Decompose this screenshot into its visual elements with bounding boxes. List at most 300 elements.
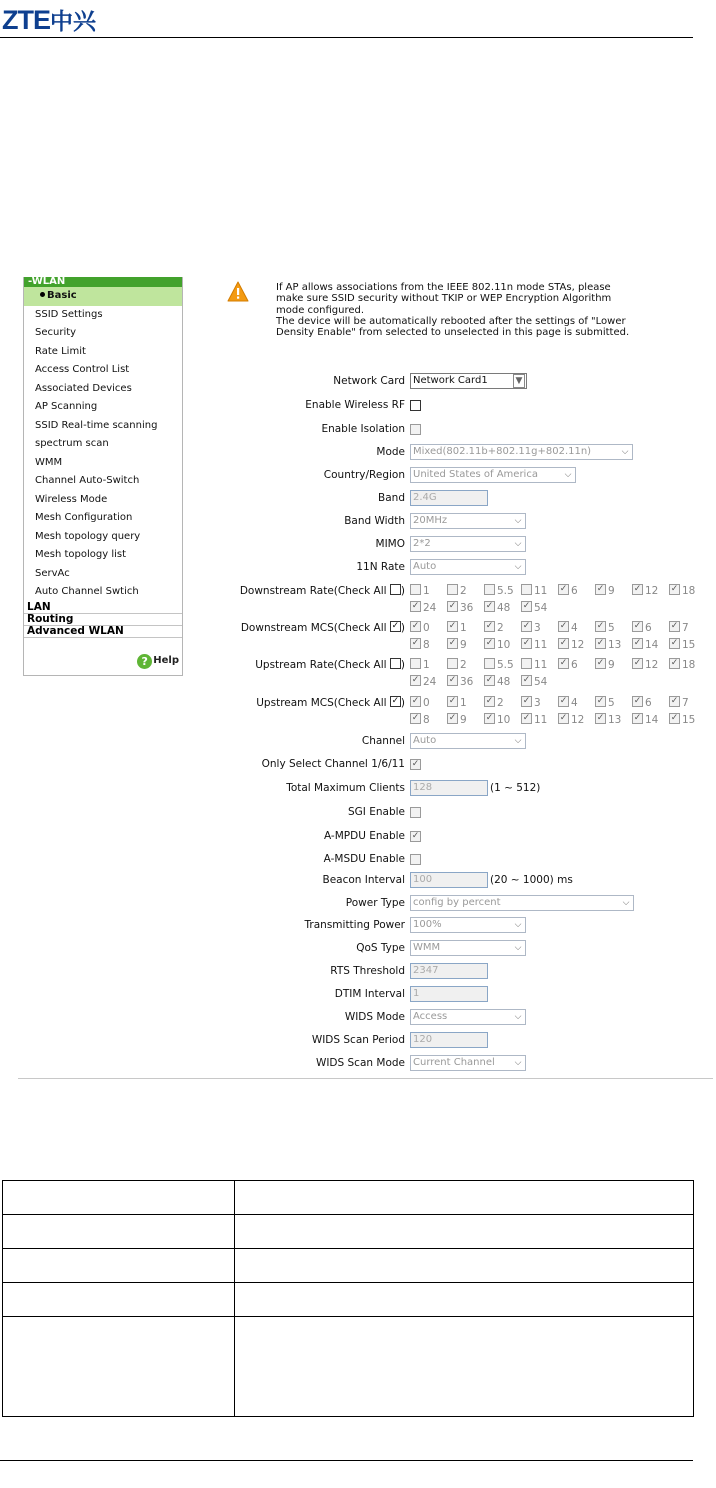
downstream-rate-label <box>240 584 405 597</box>
upstream-mcs-checkbox[interactable] <box>632 713 643 724</box>
power-type-label: Power Type <box>345 897 405 909</box>
option-label: 3 <box>534 697 541 709</box>
downstream-rate-checkbox[interactable] <box>484 584 495 595</box>
downstream-rate-option <box>410 584 430 597</box>
warning-message <box>276 282 706 338</box>
option-label: 1 <box>423 659 430 671</box>
chevron-down-icon: ⌵ <box>514 736 522 746</box>
table-row <box>3 1215 694 1249</box>
dtim-interval-label: DTIM Interval <box>334 988 405 1000</box>
warning-line: Density Enable" from selected to unselected in this page is submitted. <box>276 327 630 339</box>
upstream-rate-checkbox[interactable] <box>484 658 495 669</box>
sidebar-item-label: Wireless Mode <box>35 493 108 505</box>
upstream-rate-checkbox[interactable] <box>558 658 569 669</box>
option-label: 11 <box>534 714 548 726</box>
downstream-mcs-option <box>521 638 547 651</box>
row-ampdu-enable <box>18 828 713 846</box>
ampdu-enable-label: A-MPDU Enable <box>323 830 405 842</box>
upstream-mcs-checkbox[interactable] <box>558 713 569 724</box>
chevron-down-icon: ⌵ <box>622 898 630 908</box>
table-cell <box>3 1215 235 1249</box>
row-network-card <box>18 373 713 391</box>
downstream-mcs-option <box>484 638 510 651</box>
downstream-rate-checkbox[interactable] <box>410 601 421 612</box>
total-max-clients-input[interactable]: 128 <box>410 780 488 796</box>
upstream-mcs-checkbox[interactable] <box>632 696 643 707</box>
downstream-mcs-option <box>632 621 652 634</box>
downstream-mcs-checkbox[interactable] <box>484 621 495 632</box>
power-type-value: config by percent <box>413 897 501 908</box>
downstream-rate-check-all[interactable] <box>390 584 401 595</box>
paren-close: ) <box>400 585 405 597</box>
row-power-type <box>18 895 713 913</box>
downstream-mcs-option <box>595 638 621 651</box>
upstream-mcs-option <box>558 696 578 709</box>
option-label: 5 <box>608 697 615 709</box>
downstream-mcs-checkbox[interactable] <box>521 621 532 632</box>
downstream-mcs-option <box>447 638 467 651</box>
downstream-rate-checkbox[interactable] <box>484 601 495 612</box>
option-label: 4 <box>571 622 578 634</box>
warning-line: mode configured. <box>276 304 365 316</box>
downstream-mcs-checkbox[interactable] <box>632 621 643 632</box>
option-label: 2 <box>497 622 504 634</box>
warning-icon <box>227 281 249 303</box>
table-cell <box>235 1317 694 1417</box>
upstream-mcs-checkbox[interactable] <box>410 713 421 724</box>
downstream-rate-option <box>484 601 510 614</box>
channel-value: Auto <box>413 735 437 746</box>
option-label: 6 <box>645 697 652 709</box>
upstream-mcs-option <box>669 696 689 709</box>
option-label: 8 <box>423 639 430 651</box>
sidebar-item-label: Security <box>35 327 77 338</box>
downstream-rate-option <box>447 584 467 597</box>
downstream-mcs-label-text: Downstream MCS(Check All <box>240 622 387 634</box>
row-beacon-interval <box>18 872 713 890</box>
paren-close: ) <box>400 697 405 709</box>
sidebar-item-label: WMM <box>35 456 63 468</box>
row-only-select-channel <box>18 756 713 774</box>
row-qos-type <box>18 940 713 958</box>
upstream-rate-checkbox[interactable] <box>447 658 458 669</box>
network-card-select[interactable] <box>410 373 527 389</box>
upstream-mcs-checkbox[interactable] <box>558 696 569 707</box>
upstream-rate-option <box>521 658 547 671</box>
enable-isolation-label: Enable Isolation <box>321 423 405 435</box>
option-label: 36 <box>460 676 474 688</box>
upstream-mcs-option <box>669 713 695 726</box>
downstream-mcs-checkbox[interactable] <box>558 621 569 632</box>
option-label: 6 <box>571 659 578 671</box>
upstream-mcs-checkbox[interactable] <box>447 713 458 724</box>
table-cell <box>3 1317 235 1417</box>
downstream-mcs-checkbox[interactable] <box>669 621 680 632</box>
upstream-mcs-checkbox[interactable] <box>484 696 495 707</box>
option-label: 0 <box>423 697 430 709</box>
option-label: 2 <box>497 697 504 709</box>
amsdu-enable-checkbox[interactable] <box>410 854 421 865</box>
upstream-rate-checkbox[interactable] <box>521 658 532 669</box>
band-width-select[interactable] <box>410 513 526 529</box>
rts-threshold-input[interactable]: 2347 <box>410 963 488 979</box>
band-input[interactable]: 2.4G <box>410 490 488 506</box>
sidebar-item-label: Associated Devices <box>35 382 132 394</box>
upstream-mcs-option <box>521 713 547 726</box>
only-select-channel-checkbox[interactable] <box>410 759 421 770</box>
country-region-label: Country/Region <box>323 469 405 481</box>
row-mode <box>18 444 713 462</box>
sidebar-item-label: Mesh topology list <box>35 549 127 560</box>
option-label: 15 <box>682 714 696 726</box>
downstream-mcs-checkbox[interactable] <box>410 638 421 649</box>
row-11n-rate <box>18 559 713 577</box>
table-cell <box>235 1215 694 1249</box>
option-label: 7 <box>682 697 689 709</box>
upstream-mcs-option <box>632 696 652 709</box>
downstream-mcs-checkbox[interactable] <box>558 638 569 649</box>
downstream-mcs-checkbox[interactable] <box>410 621 421 632</box>
table-cell <box>3 1283 235 1317</box>
option-label: 15 <box>682 639 696 651</box>
downstream-rate-checkbox[interactable] <box>632 584 643 595</box>
sidebar-item-label: Rate Limit <box>35 345 86 357</box>
upstream-mcs-option <box>558 713 584 726</box>
option-label: 24 <box>423 602 437 614</box>
upstream-mcs-checkbox[interactable] <box>669 696 680 707</box>
downstream-mcs-option <box>595 621 615 634</box>
beacon-interval-input[interactable]: 100 <box>410 872 488 888</box>
chevron-down-icon: ⌵ <box>514 539 522 549</box>
upstream-rate-option <box>410 658 430 671</box>
parameter-table <box>2 1180 694 1417</box>
rts-threshold-label: RTS Threshold <box>330 965 405 977</box>
upstream-mcs-checkbox[interactable] <box>595 696 606 707</box>
option-label: 48 <box>497 676 511 688</box>
option-label: 12 <box>571 639 585 651</box>
country-region-value: United States of America <box>413 469 538 480</box>
chevron-down-icon: ⌵ <box>514 1058 522 1068</box>
upstream-rate-option <box>484 675 510 688</box>
sidebar-section-lan[interactable]: LAN <box>24 602 182 614</box>
option-label: 11 <box>534 585 548 597</box>
upstream-mcs-option <box>484 696 504 709</box>
sidebar-item-label: Mesh Configuration <box>35 512 133 523</box>
row-dtim-interval <box>18 986 713 1004</box>
chevron-down-icon: ⌵ <box>621 447 629 457</box>
downstream-mcs-option <box>447 621 467 634</box>
downstream-rate-checkbox[interactable] <box>595 584 606 595</box>
upstream-rate-option <box>447 658 467 671</box>
upstream-rate-option <box>595 658 615 671</box>
downstream-mcs-option <box>669 638 695 651</box>
upstream-mcs-checkbox[interactable] <box>484 713 495 724</box>
table-row <box>3 1283 694 1317</box>
sidebar-item-label: spectrum scan <box>35 438 109 449</box>
option-label: 54 <box>534 602 548 614</box>
option-label: 9 <box>460 714 467 726</box>
downstream-rate-checkbox[interactable] <box>521 584 532 595</box>
enable-isolation-checkbox[interactable] <box>410 424 421 435</box>
table-row <box>3 1181 694 1215</box>
downstream-mcs-checkbox[interactable] <box>595 621 606 632</box>
zte-logo <box>2 4 96 37</box>
upstream-rate-option <box>669 658 695 671</box>
option-label: 54 <box>534 676 548 688</box>
sidebar-item-label: Channel Auto-Switch <box>35 475 140 486</box>
upstream-rate-checkbox[interactable] <box>447 675 458 686</box>
option-label: 14 <box>645 639 659 651</box>
row-amsdu-enable <box>18 851 713 869</box>
help-label: Help <box>153 655 179 666</box>
downstream-rate-option <box>558 584 578 597</box>
upstream-mcs-checkbox[interactable] <box>410 696 421 707</box>
total-max-clients-hint: (1 ~ 512) <box>490 782 541 794</box>
sidebar-item-label: Auto Channel Swtich <box>35 586 139 597</box>
wids-scan-period-label: WIDS Scan Period <box>311 1034 405 1046</box>
upstream-rate-checkbox[interactable] <box>595 658 606 669</box>
downstream-rate-label-text: Downstream Rate(Check All <box>239 585 387 597</box>
upstream-rate-checkbox[interactable] <box>669 658 680 669</box>
option-label: 9 <box>608 585 615 597</box>
upstream-rate-option <box>447 675 473 688</box>
beacon-interval-label: Beacon Interval <box>322 874 405 886</box>
downstream-rate-option <box>632 584 658 597</box>
option-label: 0 <box>423 622 430 634</box>
wids-mode-select[interactable] <box>410 1009 526 1025</box>
downstream-rate-checkbox[interactable] <box>669 584 680 595</box>
upstream-rate-option <box>632 658 658 671</box>
mimo-value: 2*2 <box>413 538 431 549</box>
table-row <box>3 1249 694 1283</box>
power-type-select[interactable] <box>410 895 634 911</box>
qos-type-label: QoS Type <box>356 942 405 954</box>
warning-line: make sure SSID security without TKIP or WEP Encryption Algorithm <box>276 293 612 305</box>
sidebar-section-wlan[interactable]: -WLAN <box>24 277 182 287</box>
mode-value: Mixed(802.11b+802.11g+802.11n) <box>413 446 592 457</box>
sidebar-item-label: Mesh topology query <box>35 530 141 542</box>
channel-select[interactable] <box>410 733 526 749</box>
table-row <box>3 1317 694 1417</box>
sidebar-item-label: Basic <box>47 290 77 301</box>
upstream-mcs-option <box>632 713 658 726</box>
option-label: 1 <box>423 585 430 597</box>
downstream-mcs-checkbox[interactable] <box>521 638 532 649</box>
upstream-mcs-checkbox[interactable] <box>595 713 606 724</box>
sidebar-item-label: AP Scanning <box>35 401 98 412</box>
upstream-mcs-label <box>256 696 405 709</box>
upstream-rate-checkbox[interactable] <box>410 658 421 669</box>
upstream-rate-option <box>410 675 436 688</box>
qos-type-select[interactable] <box>410 940 526 956</box>
band-width-label: Band Width <box>344 515 405 527</box>
row-enable-wireless-rf <box>18 397 713 415</box>
downstream-mcs-label <box>241 621 405 634</box>
footer-divider <box>0 1460 693 1461</box>
option-label: 10 <box>497 639 511 651</box>
band-width-value: 20MHz <box>413 515 448 526</box>
downstream-mcs-checkbox[interactable] <box>595 638 606 649</box>
upstream-rate-checkbox[interactable] <box>484 675 495 686</box>
wids-mode-value: Access <box>413 1011 448 1022</box>
mimo-select[interactable] <box>410 536 526 552</box>
wids-mode-label: WIDS Mode <box>344 1011 405 1023</box>
row-channel <box>18 733 713 751</box>
only-select-channel-label: Only Select Channel 1/6/11 <box>261 758 405 770</box>
downstream-rate-checkbox[interactable] <box>521 601 532 612</box>
table-cell <box>3 1181 235 1215</box>
chevron-down-icon: ⌵ <box>514 562 522 572</box>
option-label: 5.5 <box>497 659 514 671</box>
transmitting-power-label: Transmitting Power <box>304 919 405 931</box>
row-band-width <box>18 513 713 531</box>
11n-rate-select[interactable] <box>410 559 526 575</box>
option-label: 18 <box>682 659 696 671</box>
upstream-rate-checkbox[interactable] <box>521 675 532 686</box>
wids-scan-mode-select[interactable] <box>410 1055 526 1071</box>
transmitting-power-select[interactable] <box>410 917 526 933</box>
option-label: 24 <box>423 676 437 688</box>
sidebar-item-label: SSID Settings <box>35 308 103 320</box>
option-label: 3 <box>534 622 541 634</box>
upstream-mcs-label-text: Upstream MCS(Check All <box>256 697 387 709</box>
table-cell <box>3 1249 235 1283</box>
option-label: 6 <box>645 622 652 634</box>
upstream-mcs-option <box>447 713 467 726</box>
downstream-rate-option <box>484 584 514 597</box>
sidebar-section-advanced-wlan[interactable]: Advanced WLAN <box>24 626 182 638</box>
option-label: 12 <box>645 659 659 671</box>
downstream-rate-checkbox[interactable] <box>410 584 421 595</box>
option-label: 13 <box>608 714 622 726</box>
upstream-rate-label-text: Upstream Rate(Check All <box>255 659 387 671</box>
downstream-rate-option <box>521 601 547 614</box>
upstream-mcs-option <box>484 713 510 726</box>
downstream-mcs-check-all[interactable] <box>390 621 401 632</box>
option-label: 5 <box>608 622 615 634</box>
upstream-rate-checkbox[interactable] <box>632 658 643 669</box>
sidebar-item-rate-limit[interactable] <box>24 343 182 362</box>
upstream-rate-option <box>521 675 547 688</box>
total-max-clients-label: Total Maximum Clients <box>286 782 405 794</box>
sidebar-item-basic[interactable] <box>24 287 182 306</box>
sidebar-item-security[interactable] <box>24 324 182 343</box>
downstream-rate-checkbox[interactable] <box>558 584 569 595</box>
downstream-mcs-checkbox[interactable] <box>669 638 680 649</box>
downstream-rate-checkbox[interactable] <box>447 601 458 612</box>
wids-scan-mode-label: WIDS Scan Mode <box>315 1057 405 1069</box>
upstream-rate-checkbox[interactable] <box>410 675 421 686</box>
logo-chinese: 中兴 <box>50 8 96 34</box>
option-label: 14 <box>645 714 659 726</box>
mode-label: Mode <box>376 446 405 458</box>
downstream-mcs-option <box>410 621 430 634</box>
bullet-icon <box>40 292 45 297</box>
help-icon: ? <box>137 654 152 669</box>
downstream-mcs-option <box>669 621 689 634</box>
beacon-interval-hint: (20 ~ 1000) ms <box>490 874 573 886</box>
downstream-mcs-option <box>410 638 430 651</box>
wids-scan-period-input[interactable]: 120 <box>410 1032 488 1048</box>
downstream-rate-option <box>595 584 615 597</box>
row-transmitting-power <box>18 917 713 935</box>
table-cell <box>235 1181 694 1215</box>
upstream-rate-check-all[interactable] <box>390 658 401 669</box>
enable-wireless-rf-checkbox[interactable] <box>410 400 421 411</box>
option-label: 18 <box>682 585 696 597</box>
upstream-rate-option <box>558 658 578 671</box>
wlan-basic-screenshot <box>18 275 713 1079</box>
upstream-mcs-checkbox[interactable] <box>447 696 458 707</box>
option-label: 8 <box>423 714 430 726</box>
row-wids-scan-period <box>18 1032 713 1050</box>
upstream-mcs-option <box>595 713 621 726</box>
downstream-rate-option <box>447 601 473 614</box>
mode-select[interactable] <box>410 444 633 460</box>
dtim-interval-input[interactable]: 1 <box>410 986 488 1002</box>
downstream-mcs-option <box>632 638 658 651</box>
sidebar-section-routing[interactable]: Routing <box>24 614 182 626</box>
row-enable-isolation <box>18 421 713 439</box>
paren-close: ) <box>400 622 405 634</box>
upstream-mcs-option <box>595 696 615 709</box>
row-wids-scan-mode <box>18 1055 713 1073</box>
chevron-down-icon: ▼ <box>513 374 525 388</box>
downstream-rate-option <box>521 584 547 597</box>
sidebar-item-label: Access Control List <box>35 364 130 375</box>
downstream-mcs-checkbox[interactable] <box>447 638 458 649</box>
downstream-mcs-option <box>558 638 584 651</box>
wids-scan-mode-value: Current Channel <box>413 1057 495 1068</box>
row-country-region <box>18 467 713 485</box>
sgi-enable-checkbox[interactable] <box>410 807 421 818</box>
row-mimo <box>18 536 713 554</box>
option-label: 1 <box>460 622 467 634</box>
option-label: 12 <box>645 585 659 597</box>
upstream-mcs-checkbox[interactable] <box>669 713 680 724</box>
upstream-mcs-checkbox[interactable] <box>521 696 532 707</box>
chevron-down-icon: ⌵ <box>514 920 522 930</box>
chevron-down-icon: ⌵ <box>514 1012 522 1022</box>
table-cell <box>235 1249 694 1283</box>
sidebar-item-ssid-settings[interactable] <box>24 306 182 325</box>
option-label: 11 <box>534 659 548 671</box>
upstream-mcs-check-all[interactable] <box>390 696 401 707</box>
option-label: 5.5 <box>497 585 514 597</box>
country-region-select[interactable] <box>410 467 576 483</box>
upstream-mcs-option <box>521 696 541 709</box>
option-label: 36 <box>460 602 474 614</box>
option-label: 2 <box>460 659 467 671</box>
downstream-mcs-checkbox[interactable] <box>447 621 458 632</box>
row-sgi-enable <box>18 804 713 822</box>
option-label: 2 <box>460 585 467 597</box>
logo-latin: ZTE <box>2 5 50 35</box>
downstream-rate-checkbox[interactable] <box>447 584 458 595</box>
network-card-label: Network Card <box>333 375 405 387</box>
ampdu-enable-checkbox[interactable] <box>410 831 421 842</box>
downstream-mcs-checkbox[interactable] <box>484 638 495 649</box>
upstream-mcs-checkbox[interactable] <box>521 713 532 724</box>
warning-line: If AP allows associations from the IEEE 802.11n mode STAs, please <box>276 282 611 293</box>
sidebar-item-label: SSID Real-time scanning <box>35 419 158 431</box>
11n-rate-value: Auto <box>413 561 437 572</box>
network-card-value: Network Card1 <box>413 375 488 386</box>
option-label: 7 <box>682 622 689 634</box>
downstream-mcs-checkbox[interactable] <box>632 638 643 649</box>
band-label: Band <box>378 492 405 504</box>
downstream-mcs-option <box>484 621 504 634</box>
